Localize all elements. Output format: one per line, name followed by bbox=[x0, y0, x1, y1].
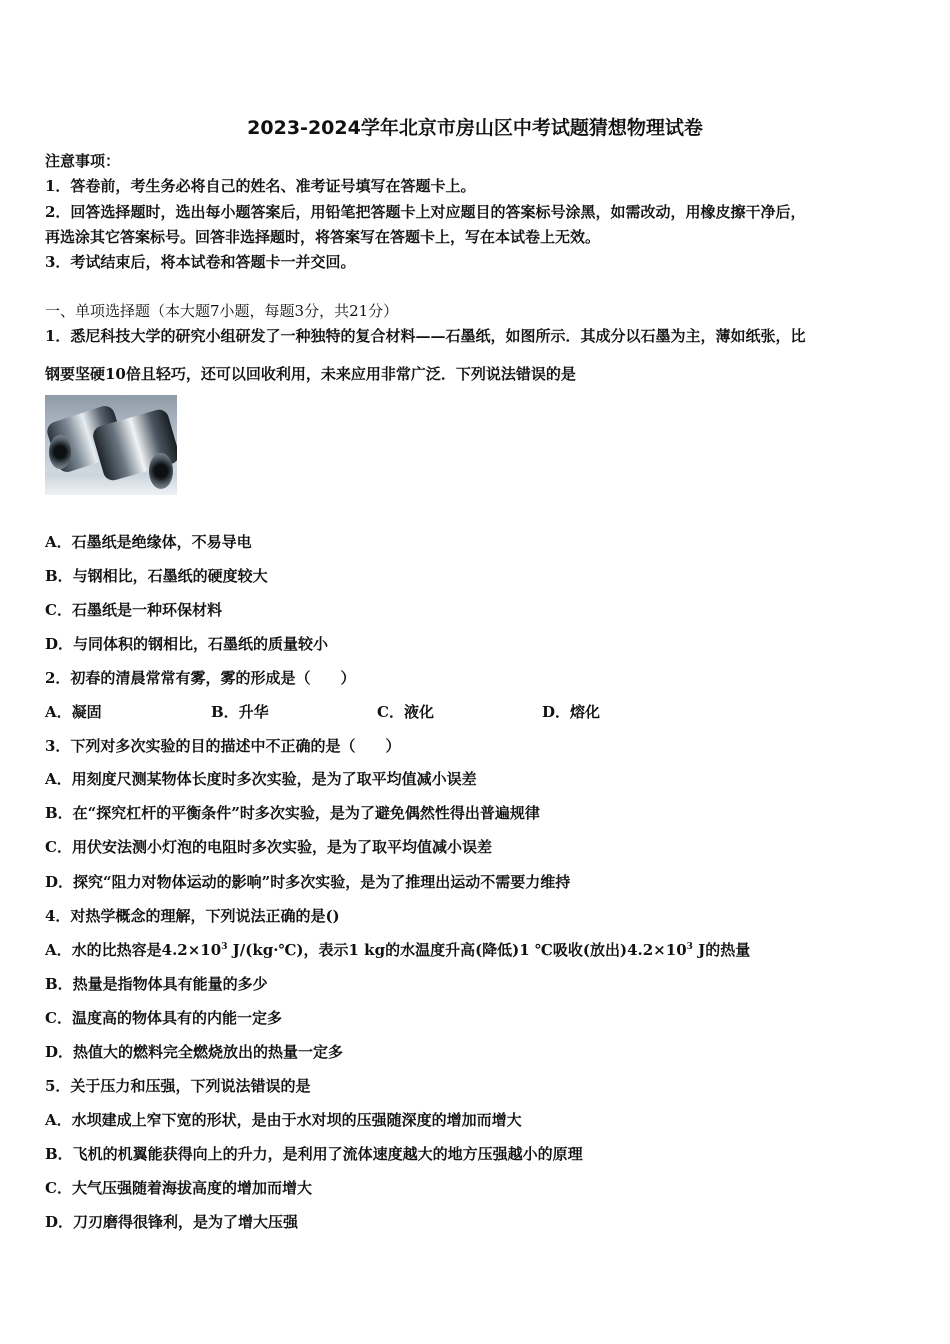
q3-option-d: D．探究“阻力对物体运动的影响”时多次实验，是为了推理出运动不需要力维持 bbox=[45, 873, 571, 891]
q3-option-c: C．用伏安法测小灯泡的电阻时多次实验，是为了取平均值减小误差 bbox=[45, 838, 492, 856]
q2-option-d: D．熔化 bbox=[542, 703, 601, 721]
q4-option-b: B．热量是指物体具有能量的多少 bbox=[45, 975, 268, 993]
q1-option-d: D．与同体积的钢相比，石墨纸的质量较小 bbox=[45, 635, 329, 653]
q3-stem: 3．下列对多次实验的目的描述中不正确的是（ ） bbox=[45, 737, 401, 755]
q2-options bbox=[45, 702, 905, 722]
notice-heading: 注意事项： bbox=[45, 152, 121, 170]
q2-option-c: C．液化 bbox=[377, 703, 434, 721]
q4-option-a-part-3: J的热量 bbox=[692, 941, 751, 959]
graphite-paper-rolls-image bbox=[45, 395, 177, 495]
q2-option-a: A．凝固 bbox=[45, 703, 102, 721]
q4-option-a-part-1: A．水的比热容是4.2×10 bbox=[45, 941, 222, 959]
q3-option-b: B．在“探究杠杆的平衡条件”时多次实验，是为了避免偶然性得出普遍规律 bbox=[45, 804, 540, 822]
q4-stem: 4．对热学概念的理解，下列说法正确的是() bbox=[45, 907, 340, 925]
q1-option-c: C．石墨纸是一种环保材料 bbox=[45, 601, 222, 619]
notice-item-2: 2．回答选择题时，选出每小题答案后，用铅笔把答题卡上对应题目的答案标号涂黑，如需改动，用橡皮擦干净后， bbox=[45, 203, 806, 221]
q5-stem: 5．关于压力和压强，下列说法错误的是 bbox=[45, 1077, 311, 1095]
q2-stem: 2．初春的清晨常常有雾，雾的形成是（ ） bbox=[45, 669, 356, 687]
q5-option-d: D．刀刃磨得很锋利，是为了增大压强 bbox=[45, 1213, 299, 1231]
q5-option-b: B．飞机的机翼能获得向上的升力，是利用了流体速度越大的地方压强越小的原理 bbox=[45, 1145, 583, 1163]
q5-option-a: A．水坝建成上窄下宽的形状，是由于水对坝的压强随深度的增加而增大 bbox=[45, 1111, 522, 1129]
q1-option-b: B．与钢相比，石墨纸的硬度较大 bbox=[45, 567, 268, 585]
q1-stem-line-1: 1．悉尼科技大学的研究小组研发了一种独特的复合材料——石墨纸，如图所示．其成分以石墨为主，薄如纸张，比 bbox=[45, 327, 806, 345]
notice-item-1: 1．答卷前，考生务必将自己的姓名、准考证号填写在答题卡上。 bbox=[45, 177, 476, 195]
q4-option-a-part-2: J/(kg·℃)，表示1 kg的水温度升高(降低)1 ℃吸收(放出)4.2×10 bbox=[227, 941, 687, 959]
q4-option-a-exponent-1: 3 bbox=[221, 942, 228, 952]
notice-item-2-continued: 再选涂其它答案标号。回答非选择题时，将答案写在答题卡上，写在本试卷上无效。 bbox=[45, 228, 601, 246]
q2-option-b: B．升华 bbox=[211, 703, 269, 721]
exam-title: 2023-2024学年北京市房山区中考试题猜想物理试卷 bbox=[247, 117, 703, 139]
q4-option-a bbox=[45, 940, 750, 960]
q4-option-d: D．热值大的燃料完全燃烧放出的热量一定多 bbox=[45, 1043, 344, 1061]
section-heading: 一、单项选择题（本大题7小题，每题3分，共21分） bbox=[45, 302, 399, 320]
q1-option-a: A．石墨纸是绝缘体，不易导电 bbox=[45, 533, 252, 551]
q4-option-a-exponent-2: 3 bbox=[686, 942, 693, 952]
notice-item-3: 3．考试结束后，将本试卷和答题卡一并交回。 bbox=[45, 253, 356, 271]
q4-option-c: C．温度高的物体具有的内能一定多 bbox=[45, 1009, 282, 1027]
q5-option-c: C．大气压强随着海拔高度的增加而增大 bbox=[45, 1179, 312, 1197]
q1-stem-line-2: 钢要坚硬10倍且轻巧，还可以回收利用，未来应用非常广泛．下列说法错误的是 bbox=[45, 365, 576, 383]
q3-option-a: A．用刻度尺测某物体长度时多次实验，是为了取平均值减小误差 bbox=[45, 770, 477, 788]
